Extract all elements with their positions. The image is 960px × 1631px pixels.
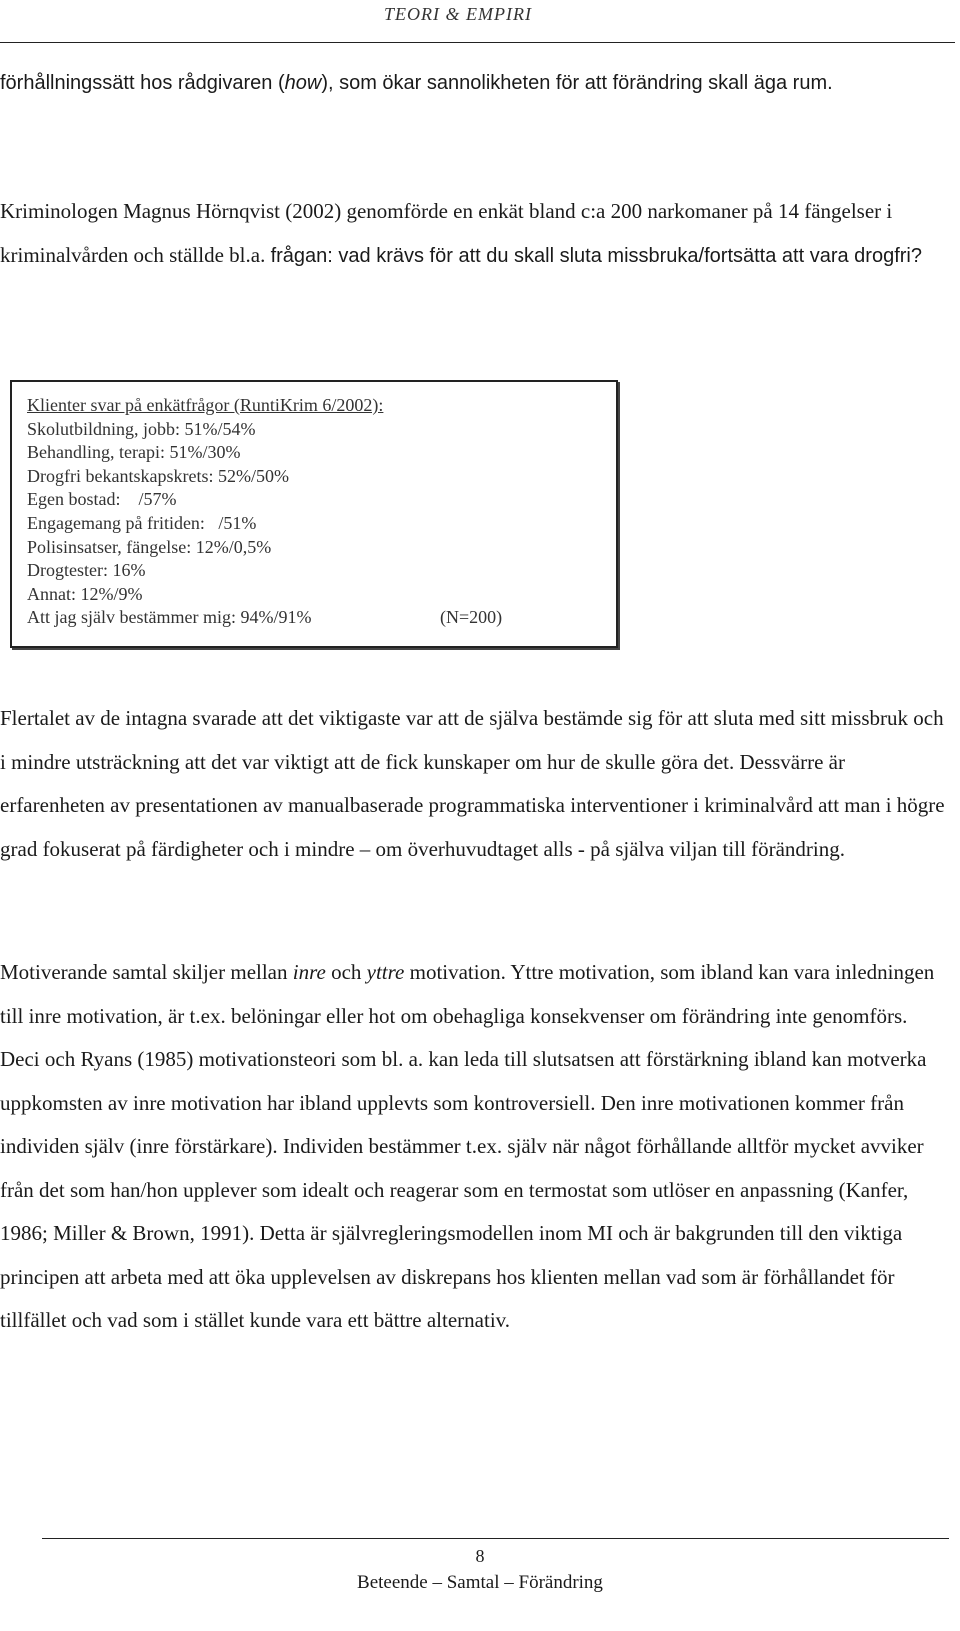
survey-item: Behandling, terapi: 51%/30%: [27, 442, 241, 463]
paragraph-motivation-text-3: motivation. Yttre motivation, som ibland kan vara inledningen till inre motivation, är t.ex. belöningar eller hot om obehagliga konsekvenser om förändring inte genomförs. Deci och Ryans (1985) motivationsteori som bl. a. kan leda till slutsatsen att förstärkning ibland kan motverka uppkomsten av inre motivation har ibland upplevts som kontroversiell. Den inre motivationen kommer från individen själv (inre förstärkare). Individen bestämmer t.ex. själv när något förhållande alltför mycket avviker från det som han/hon upplever som idealt och reagerar som en termostat som utlöser en anpassning (Kanfer, 1986; Miller & Brown, 1991). Detta är självregleringsmodellen inom MI och är bakgrunden till den viktiga principen att arbeta med att öka upplevelsen av diskrepans hos klienten mellan vad som är förhållandet för tillfället och vad som i stället kunde vara ett bättre alternativ.: [0, 960, 935, 1332]
paragraph-survey-intro: [0, 190, 948, 278]
header-title: TEORI & EMPIRI: [384, 4, 532, 24]
page-number: 8: [475, 1546, 485, 1566]
paragraph-findings: Flertalet av de intagna svarade att det viktigaste var att de själva bestämde sig för att sluta med sitt missbruk och i mindre utsträckning att det var viktigt att de fick kunskaper om hur de skulle göra det. Dessvärre är erfarenheten av presentationen av manualbaserade programmatiska interventioner i kriminalvård att man i högre grad fokuserat på färdigheter och i mindre – om överhuvudtaget alls - på själva viljan till förändring.: [0, 706, 945, 861]
survey-item: Att jag själv bestämmer mig: 94%/91%: [27, 607, 312, 628]
paragraph-motivation-text-1: Motiverande samtal skiljer mellan: [0, 960, 293, 984]
paragraph-motivation-inre: inre: [292, 960, 326, 984]
paragraph-survey-intro-text-1: Kriminologen Magnus Hörnqvist (2002) genomförde en enkät bland c:a 200 narkomaner på 14 fängelser i kriminalvården och ställde bl.a.: [0, 199, 893, 267]
survey-item: Engagemang på fritiden: /51%: [27, 512, 257, 533]
header-divider: [0, 42, 955, 43]
footer-title: Beteende – Samtal – Förändring: [357, 1572, 603, 1593]
paragraph-survey-intro-text-2: frågan: vad krävs för att du skall sluta missbruka/fortsätta att vara drogfri?: [270, 244, 922, 267]
survey-item: Polisinsatser, fängelse: 12%/0,5%: [27, 536, 272, 557]
survey-results-content: [27, 394, 503, 630]
survey-item: Drogfri bekantskapskrets: 52%/50%: [27, 465, 289, 486]
paragraph-intro: [0, 62, 948, 106]
paragraph-motivation-yttre: yttre: [366, 960, 405, 984]
paragraph-intro-how: how: [284, 72, 322, 94]
survey-item: Skolutbildning, jobb: 51%/54%: [27, 418, 256, 439]
survey-sample-size: (N=200): [440, 607, 503, 628]
paragraph-intro-text-1: förhållningssätt hos rådgivaren (: [0, 72, 285, 94]
paragraph-motivation: [0, 951, 948, 1343]
survey-last-row: [27, 606, 503, 630]
survey-results-box: [10, 380, 618, 648]
running-header: [0, 4, 960, 25]
survey-item: Egen bostad: /57%: [27, 489, 177, 510]
paragraph-motivation-text-2: och: [325, 960, 367, 984]
paragraph-intro-text-2: ), som ökar sannolikheten för att förändring skall äga rum.: [321, 72, 833, 94]
survey-title: Klienter svar på enkätfrågor (RuntiKrim 6/2002):: [27, 395, 384, 415]
survey-item: Annat: 12%/9%: [27, 583, 143, 604]
footer-divider: [42, 1538, 949, 1539]
survey-item: Drogtester: 16%: [27, 560, 146, 581]
